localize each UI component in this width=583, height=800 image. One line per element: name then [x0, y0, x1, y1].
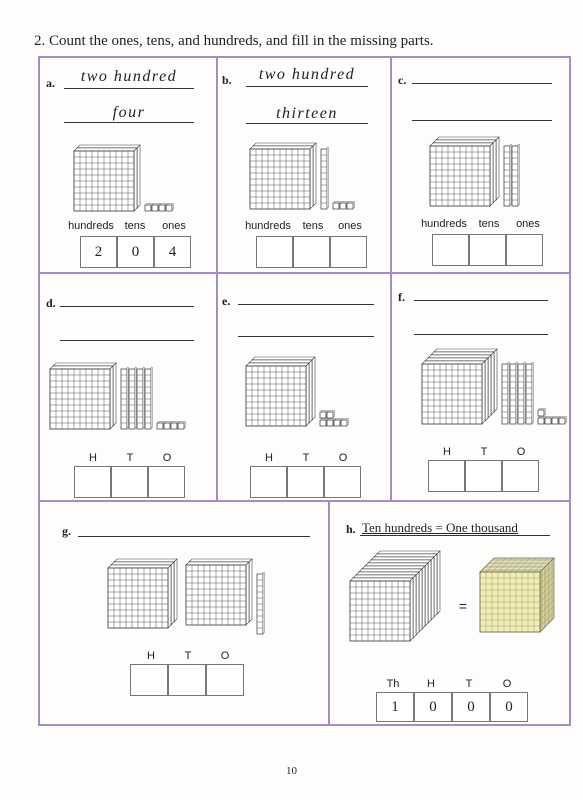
one-cube: [334, 419, 342, 427]
written-answer-line1: two hundred: [80, 68, 178, 85]
hundreds-box[interactable]: [74, 466, 111, 498]
one-cube: [171, 422, 179, 430]
ten-rod: [512, 145, 520, 207]
equals-sign: =: [458, 598, 468, 614]
instruction-heading: 2. Count the ones, tens, and hundreds, and fill in the missing parts.: [34, 33, 434, 49]
thousands-box: 1: [376, 692, 414, 722]
one-cube: [152, 204, 160, 212]
problem-letter: c.: [398, 73, 407, 87]
ones-box: 4: [154, 236, 191, 268]
one-cube: [164, 422, 172, 430]
label-o: O: [220, 650, 230, 662]
answer-line: [412, 83, 552, 84]
label-o: O: [338, 452, 348, 464]
base-ten-drawing: [108, 552, 308, 662]
one-cube: [341, 419, 349, 427]
one-cube: [333, 202, 341, 210]
answer-line: [412, 120, 552, 121]
answer-line: [64, 88, 194, 89]
tens-box[interactable]: [168, 664, 206, 696]
one-cube: [145, 204, 153, 212]
problem-letter: g.: [62, 524, 71, 538]
hundreds-box[interactable]: [250, 466, 287, 498]
written-answer-line2: thirteen: [276, 105, 338, 122]
answer-line: [246, 123, 368, 124]
label-t: T: [126, 452, 134, 464]
one-cube: [538, 409, 546, 417]
label-o: O: [162, 452, 172, 464]
tens-box[interactable]: [465, 460, 502, 492]
hundred-flat: [250, 146, 313, 209]
ten-rod: [518, 363, 526, 425]
label-ones: ones: [516, 218, 540, 230]
problem-b: [216, 56, 392, 274]
label-tens: tens: [478, 218, 500, 230]
hundred-flat: [350, 578, 413, 641]
ten-rod: [145, 368, 153, 430]
answer-line: [64, 122, 194, 123]
ones-box[interactable]: [502, 460, 539, 492]
page-number: 10: [286, 765, 297, 777]
hundred-flat: [74, 148, 137, 211]
problem-letter: d.: [46, 296, 56, 310]
one-cube: [320, 419, 328, 427]
label-h: H: [427, 678, 435, 690]
label-h: H: [443, 446, 451, 458]
one-cube: [178, 422, 186, 430]
ones-box[interactable]: [324, 466, 361, 498]
tens-box: 0: [117, 236, 154, 268]
tens-box[interactable]: [469, 234, 506, 266]
one-cube: [347, 202, 355, 210]
ten-rod: [257, 573, 265, 635]
written-answer-line2: four: [112, 104, 146, 121]
ten-rod: [504, 145, 512, 207]
one-cube: [159, 204, 167, 212]
answer-line: [414, 334, 548, 335]
problem-h: [328, 500, 571, 726]
label-th: Th: [386, 678, 400, 690]
label-ones: ones: [162, 220, 186, 232]
label-hundreds: hundreds: [68, 220, 114, 232]
base-ten-drawing: [422, 342, 583, 452]
problem-a: [38, 56, 218, 274]
label-tens: tens: [302, 220, 324, 232]
thousand-cube: [476, 556, 556, 652]
ten-rod: [321, 148, 329, 210]
tens-box: 0: [452, 692, 490, 722]
answer-line: [238, 304, 374, 305]
label-ones: ones: [338, 220, 362, 232]
worksheet-grid: [38, 56, 571, 726]
problem-letter: b.: [222, 73, 232, 87]
one-cube: [559, 417, 567, 425]
hundred-flat: [108, 565, 171, 628]
answer-line: [246, 86, 368, 87]
one-cube: [545, 417, 553, 425]
ones-box[interactable]: [148, 466, 185, 498]
problem-letter: h.: [346, 522, 356, 536]
answer-line: [360, 535, 550, 536]
label-t: T: [480, 446, 488, 458]
label-t: T: [302, 452, 310, 464]
ten-rod: [129, 368, 137, 430]
label-h: H: [147, 650, 155, 662]
hundred-flat: [430, 143, 493, 206]
problem-d: [38, 272, 218, 502]
one-cube: [538, 417, 546, 425]
label-tens: tens: [124, 220, 146, 232]
tens-box[interactable]: [287, 466, 324, 498]
label-hundreds: hundreds: [245, 220, 291, 232]
hundreds-box[interactable]: [256, 236, 293, 268]
one-cube: [157, 422, 165, 430]
hundreds-box[interactable]: [432, 234, 469, 266]
label-t: T: [465, 678, 473, 690]
hundreds-box: 2: [80, 236, 117, 268]
one-cube: [166, 204, 174, 212]
tens-box[interactable]: [293, 236, 330, 268]
ones-box: 0: [490, 692, 528, 722]
hundred-flat: [422, 361, 485, 424]
ten-rod: [137, 368, 145, 430]
hundreds-box: 0: [414, 692, 452, 722]
problem-f: [390, 272, 571, 502]
problem-letter: e.: [222, 294, 231, 308]
thousand-title: Ten hundreds = One thousand: [362, 520, 518, 535]
problem-letter: f.: [398, 290, 405, 304]
problem-c: [390, 56, 571, 274]
one-cube: [327, 419, 335, 427]
problem-letter: a.: [46, 76, 55, 90]
ten-rod: [526, 363, 534, 425]
answer-line: [414, 300, 548, 301]
label-o: O: [516, 446, 526, 458]
answer-line: [60, 306, 194, 307]
label-o: O: [502, 678, 512, 690]
problem-e: [216, 272, 392, 502]
label-h: H: [265, 452, 273, 464]
answer-line: [78, 536, 310, 537]
answer-line: [60, 340, 194, 341]
one-cube: [340, 202, 348, 210]
hundred-flat: [50, 366, 113, 429]
tens-box[interactable]: [111, 466, 148, 498]
ones-box[interactable]: [506, 234, 543, 266]
label-h: H: [89, 452, 97, 464]
hundred-flat: [186, 562, 249, 625]
ten-rod: [502, 363, 510, 425]
problem-g: [38, 500, 330, 726]
one-cube: [327, 411, 335, 419]
label-hundreds: hundreds: [421, 218, 467, 230]
ones-box[interactable]: [206, 664, 244, 696]
ones-box[interactable]: [330, 236, 367, 268]
label-t: T: [184, 650, 192, 662]
hundred-flat: [246, 363, 309, 426]
hundreds-box[interactable]: [428, 460, 465, 492]
hundreds-box[interactable]: [130, 664, 168, 696]
one-cube: [320, 411, 328, 419]
written-answer-line1: two hundred: [258, 66, 356, 83]
ten-rod: [121, 368, 129, 430]
one-cube: [552, 417, 560, 425]
ten-rod: [510, 363, 518, 425]
answer-line: [238, 336, 374, 337]
